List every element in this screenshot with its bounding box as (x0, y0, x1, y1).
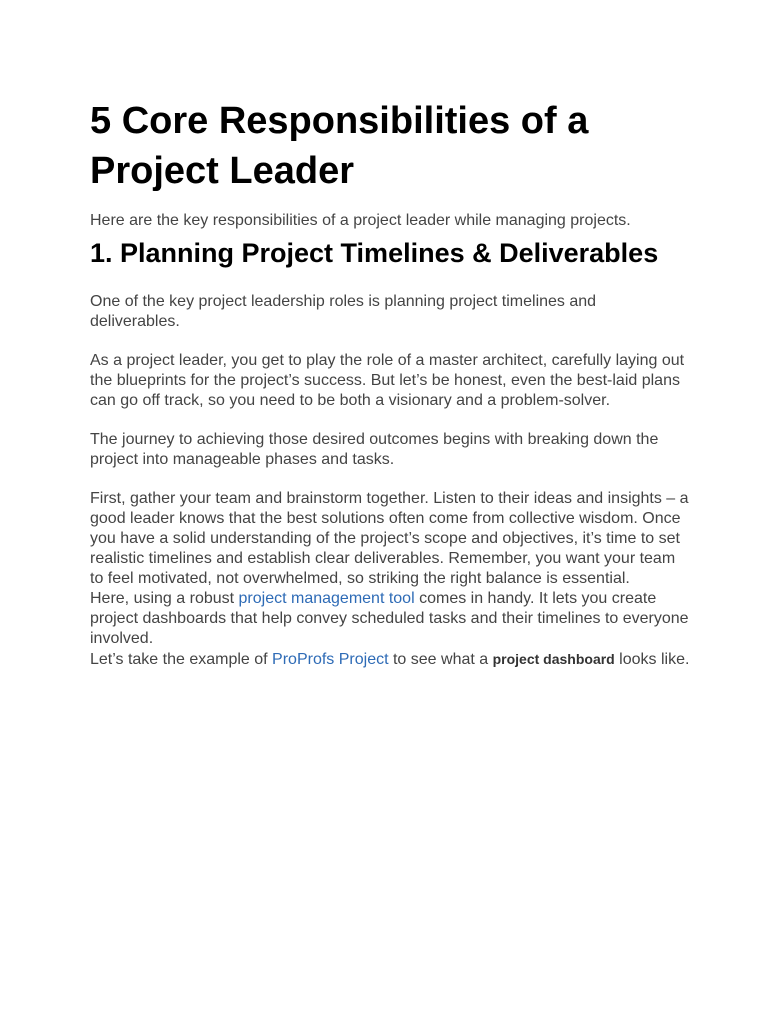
proprofs-project-link[interactable]: ProProfs Project (272, 651, 389, 668)
paragraph-text: Let’s take the example of (90, 651, 273, 668)
paragraph-with-link (90, 649, 690, 670)
project-management-tool-link[interactable]: project management tool (238, 590, 415, 607)
paragraph: First, gather your team and brainstorm together. Listen to their ideas and insights – a good leader knows that the best solutions often come from collective wisdom. Once you have a solid understanding of the project’s scope and objectives, it’s time to set realistic timelines and establish clear deliverables. Remember, you want your team to feel motivated, not overwhelmed, so striking the right balance is essential. (90, 490, 689, 587)
paragraph: As a project leader, you get to play the role of a master architect, carefully laying out the blueprints for the project’s success. But let’s be honest, even the best-laid plans can go off track, so you need to be both a visionary and a problem-solver. (90, 352, 685, 409)
paragraph: The journey to achieving those desired outcomes begins with breaking down the project into manageable phases and tasks. (90, 431, 659, 468)
paragraph-text: Here, using a robust (90, 590, 239, 607)
paragraph-text: looks like. (614, 651, 690, 668)
paragraph-with-link (90, 589, 690, 649)
bold-term: project dashboard (492, 651, 615, 667)
article (90, 96, 690, 670)
paragraph: One of the key project leadership roles is planning project timelines and deliverables. (90, 293, 597, 330)
section-heading: 1. Planning Project Timelines & Deliverables (90, 238, 659, 268)
paragraph-text: to see what a (388, 651, 493, 668)
intro-text: Here are the key responsibilities of a project leader while managing projects. (90, 212, 631, 229)
paragraph-text: comes in handy. It lets you create project dashboards that help convey scheduled tasks and their timelines to everyone involved. (90, 590, 689, 647)
page-title: 5 Core Responsibilities of a Project Leader (90, 100, 589, 192)
